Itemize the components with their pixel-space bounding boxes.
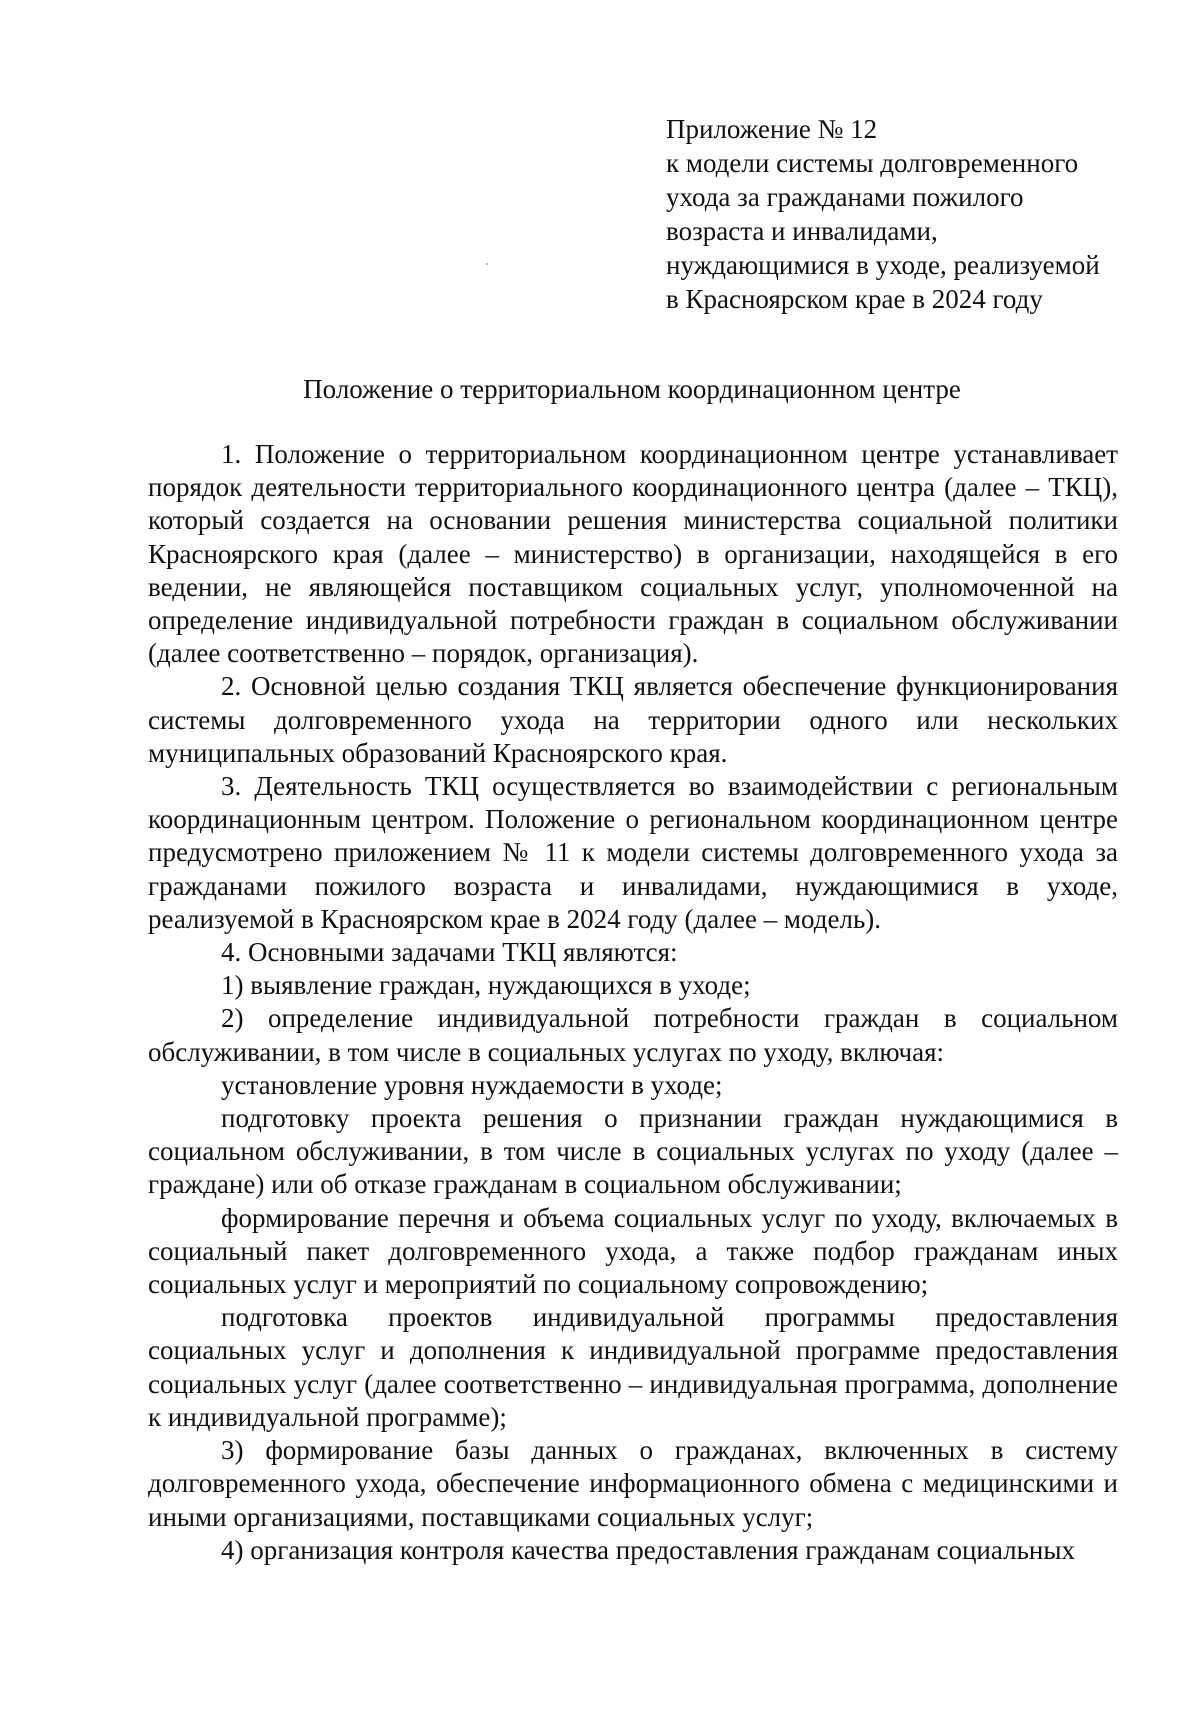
paragraph: подготовку проекта решения о признании граждан нуждающимися в социальном обслуживании, в том числе в социальных услугах по уходу (далее – граждане) или об отказе гражданам в социальном обслуживании; (148, 1103, 1118, 1200)
paragraph: 4) организация контроля качества предоставления гражданам социальных (221, 1534, 1075, 1565)
appendix-header (666, 112, 1166, 316)
paragraph: установление уровня нуждаемости в уходе; (221, 1069, 723, 1100)
paragraph: 2) определение индивидуальной потребности граждан в социальном обслуживании, в том числе в социальных услугах по уходу, включая: (148, 1003, 1118, 1067)
paragraph: 4. Основными задачами ТКЦ являются: (221, 937, 678, 968)
paragraph: 1. Положение о территориальном координационном центре устанавливает порядок деятельности территориального координационного центра (далее – ТКЦ), который создается на основании решения министерства социальной политики Красноярского края (далее – министерство) в организации, находящейся в его ведении, не являющейся поставщиком социальных услуг, уполномоченной на определение индивидуальной потребности граждан в социальном обслуживании (далее соответственно – порядок, организация). (148, 439, 1118, 669)
appendix-line: ухода за гражданами пожилого (666, 182, 1024, 212)
appendix-line: нуждающимися в уходе, реализуемой (666, 250, 1100, 280)
paragraph: 2. Основной целью создания ТКЦ является обеспечение функционирования системы долговременного ухода на территории одного или нескольких муниципальных образований Красноярского края. (148, 671, 1118, 768)
paragraph: 3. Деятельность ТКЦ осуществляется во взаимодействии с региональным координационным центром. Положение о региональном координационном центре предусмотрено приложением № 11 к модели системы долговременного ухода за гражданами пожилого возраста и инвалидами, нуждающимися в уходе, реализуемой в Красноярском крае в 2024 году (далее – модель). (148, 771, 1118, 934)
paragraph: 3) формирование базы данных о гражданах, включенных в систему долговременного ухода, обеспечение информационного обмена с медицинскими и иными организациями, поставщиками социальных услуг; (148, 1435, 1118, 1532)
appendix-line: возраста и инвалидами, (666, 216, 938, 246)
paragraph: формирование перечня и объема социальных услуг по уходу, включаемых в социальный пакет долговременного ухода, а также подбор гражданам иных социальных услуг и мероприятий по социальному сопровождению; (148, 1202, 1118, 1300)
appendix-line: Приложение № 12 (666, 114, 878, 144)
document-title: Положение о территориальном координационном центре (303, 374, 961, 404)
paragraph: подготовка проектов индивидуальной программы предоставления социальных услуг и дополнения к индивидуальной программе предоставления социальных услуг (далее соответственно – индивидуальная программа, дополнение к индивидуальной программе); (148, 1302, 1118, 1432)
appendix-line: в Красноярском крае в 2024 году (666, 284, 1043, 314)
scan-speck (486, 263, 488, 265)
document-body (148, 438, 1118, 1567)
appendix-line: к модели системы долговременного (666, 148, 1079, 178)
paragraph: 1) выявление граждан, нуждающихся в уходе; (221, 970, 751, 1001)
